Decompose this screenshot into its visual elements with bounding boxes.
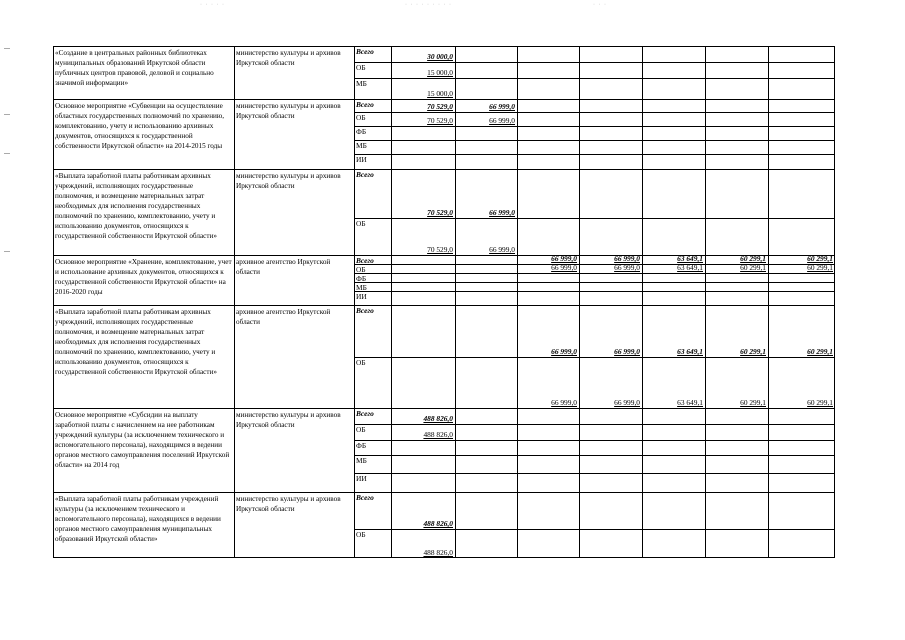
funding-source: Всего xyxy=(356,100,374,109)
table-border xyxy=(53,557,835,558)
funding-source: Всего xyxy=(356,306,374,315)
year-value: 60 299,1 xyxy=(740,347,766,356)
year-value: 63 649,1 xyxy=(677,254,703,263)
funding-source: ИИ xyxy=(356,292,367,301)
year-value: 66 999,0 xyxy=(489,208,515,217)
row-line xyxy=(354,473,835,474)
funding-source: ОБ xyxy=(356,425,366,434)
measure-name: Основное мероприятие «Субсидии на выплату заработной платы с начислением на нее работникам учреждений культуры (за исключением технического и вспомогательного персонала), находящимся в ведении органов местного самоуправления поселений Иркутской области» на 2014 год xyxy=(55,411,230,469)
row-line xyxy=(354,282,835,283)
column-line xyxy=(391,46,392,558)
measure-name: «Выплата заработной платы работникам учреждений культуры (за исключением технического и вспомогательного персонала), находящихся в ведении органов местного самоуправления муниципальных образований Иркутской области» xyxy=(55,495,221,543)
funding-source: ИИ xyxy=(356,474,367,483)
row-line xyxy=(354,62,835,63)
funding-source: ОБ xyxy=(356,113,366,122)
responsible-org: министерство культуры и архивов Иркутской области xyxy=(236,49,341,67)
year-value: 488 826,0 xyxy=(423,430,453,439)
header-right: · · · xyxy=(593,2,607,8)
year-value: 66 999,0 xyxy=(489,116,515,125)
responsible-org: архивное агентство Иркутской области xyxy=(236,258,331,276)
year-value: 63 649,1 xyxy=(677,263,703,272)
year-value: 66 999,0 xyxy=(489,245,515,254)
funding-source: ОБ xyxy=(356,63,366,72)
column-line xyxy=(455,46,456,558)
row-line xyxy=(354,424,835,425)
responsible-org: министерство культуры и архивов Иркутской области xyxy=(236,411,341,429)
funding-source: ФБ xyxy=(356,127,367,136)
year-value: 60 299,1 xyxy=(807,398,833,407)
responsible-org: министерство культуры и архивов Иркутской области xyxy=(236,172,341,190)
year-value: 63 649,1 xyxy=(677,347,703,356)
year-value: 66 999,0 xyxy=(614,347,640,356)
margin-mark xyxy=(4,114,10,115)
margin-mark xyxy=(4,48,10,49)
funding-source: ФБ xyxy=(356,441,367,450)
funding-source: МБ xyxy=(356,283,367,291)
year-value: 66 999,0 xyxy=(551,263,577,272)
measure-name: «Создание в центральных районных библиотеках муниципальных образований Иркутской области публичных центров правовой, деловой и социально значимой информации» xyxy=(55,49,214,87)
year-value: 66 999,0 xyxy=(614,263,640,272)
row-line xyxy=(354,112,835,113)
year-value: 60 299,1 xyxy=(740,263,766,272)
year-value: 488 826,0 xyxy=(423,548,453,557)
measure-name: «Выплата заработной платы работникам архивных учреждений, исполняющих государственные полномочия, и возмещение материальных затрат необходимых для исполнения государственных полномочий по хранению, комплектованию, учету и использованию документов, относящихся к государственной собственности Иркутской области» xyxy=(55,308,217,376)
margin-mark xyxy=(4,251,10,252)
funding-source: Всего xyxy=(356,493,374,502)
row-line xyxy=(354,455,835,456)
measure-name: Основное мероприятие «Хранение, комплектование, учет и использование архивных документов, относящихся к государственной собственности Иркутской области» на 2016-2020 годы xyxy=(55,258,232,296)
header-left: · · · · · xyxy=(200,2,225,8)
budget-table xyxy=(53,46,835,558)
year-value: 70 529,0 xyxy=(427,116,453,125)
margin-mark xyxy=(4,153,10,154)
column-line xyxy=(642,46,643,558)
funding-source: Всего xyxy=(356,170,374,179)
funding-source: ОБ xyxy=(356,358,366,367)
row-line xyxy=(354,78,835,79)
year-value: 488 826,0 xyxy=(423,414,453,423)
year-value: 488 826,0 xyxy=(423,519,453,528)
responsible-org: министерство культуры и архивов Иркутской области xyxy=(236,102,341,120)
year-value: 70 529,0 xyxy=(427,245,453,254)
row-line xyxy=(354,218,835,219)
column-line xyxy=(768,46,769,558)
funding-source: МБ xyxy=(356,456,367,465)
row-line xyxy=(354,357,835,358)
funding-source: ОБ xyxy=(356,530,366,539)
responsible-org: архивное агентство Иркутской области xyxy=(236,308,331,326)
column-line xyxy=(579,46,580,558)
year-value: 66 999,0 xyxy=(614,254,640,263)
measure-name: «Выплата заработной платы работникам архивных учреждений, исполняющих государственные полномочия, и возмещение материальных затрат необходимых для исполнения государственных полномочий по хранению, комплектованию, учету и использованию документов, относящихся к государственной собственности Иркутской области» xyxy=(55,172,217,240)
funding-source: МБ xyxy=(356,79,367,88)
year-value: 66 999,0 xyxy=(551,398,577,407)
year-value: 60 299,1 xyxy=(740,254,766,263)
row-line xyxy=(354,154,835,155)
funding-source: МБ xyxy=(356,141,367,150)
header-middle: · · · · · · · · · xyxy=(405,2,452,8)
year-value: 66 999,0 xyxy=(489,102,515,111)
row-line xyxy=(354,126,835,127)
year-value: 66 999,0 xyxy=(614,398,640,407)
responsible-org: министерство культуры и архивов Иркутской области xyxy=(236,495,341,513)
funding-source: ОБ xyxy=(356,265,366,273)
year-value: 66 999,0 xyxy=(551,254,577,263)
column-line xyxy=(705,46,706,558)
year-value: 30 000,0 xyxy=(427,52,453,61)
year-value: 60 299,1 xyxy=(807,347,833,356)
year-value: 60 299,1 xyxy=(807,263,833,272)
year-value: 15 000,0 xyxy=(427,68,453,77)
row-line xyxy=(354,291,835,292)
funding-source: ОБ xyxy=(356,219,366,228)
funding-source: ИИ xyxy=(356,155,367,164)
row-line xyxy=(354,273,835,274)
year-value: 15 000,0 xyxy=(427,89,453,98)
row-line xyxy=(354,529,835,530)
measure-name: Основное мероприятие «Субвенции на осуществление областных государственных полномочий по хранению, комплектованию, учету и использованию архивных документов, относящихся к государственной собственности Иркутской области» на 2014-2015 годы xyxy=(55,102,225,150)
row-line xyxy=(354,440,835,441)
column-line xyxy=(834,46,835,558)
year-value: 60 299,1 xyxy=(807,254,833,263)
year-value: 66 999,0 xyxy=(551,347,577,356)
year-value: 70 529,0 xyxy=(427,208,453,217)
year-value: 70 529,0 xyxy=(427,102,453,111)
page-header xyxy=(0,2,905,12)
column-line xyxy=(517,46,518,558)
year-value: 63 649,1 xyxy=(677,398,703,407)
row-line xyxy=(354,140,835,141)
funding-source: ФБ xyxy=(356,274,367,282)
funding-source: Всего xyxy=(356,409,374,418)
funding-source: Всего xyxy=(356,47,374,56)
funding-source: Всего xyxy=(356,256,374,264)
year-value: 60 299,1 xyxy=(740,398,766,407)
